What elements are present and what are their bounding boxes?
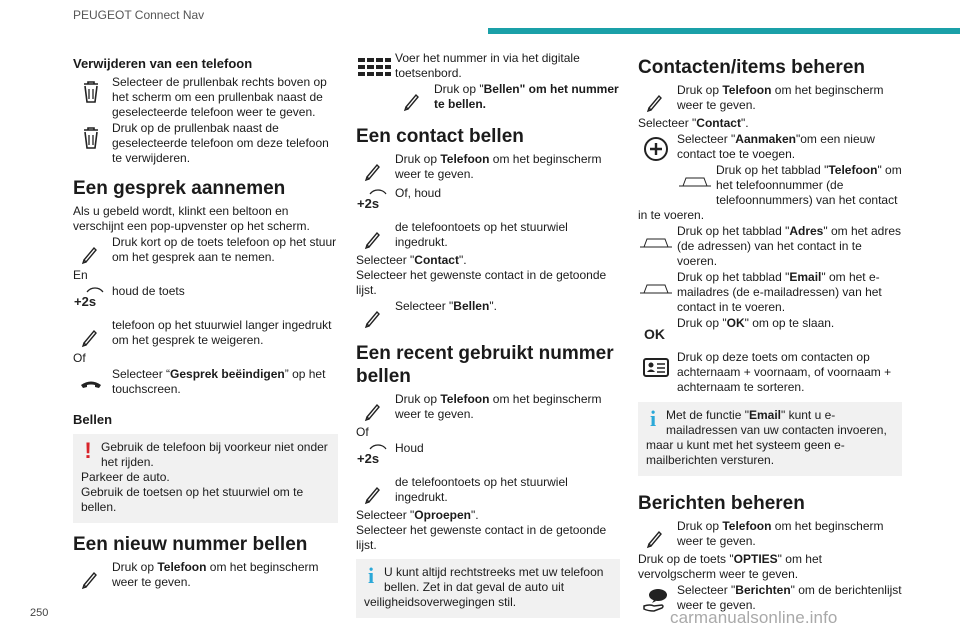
answer-en: En [73, 268, 88, 282]
info-box-email: i Met de functie "Email" kunt u e-mailadressen van uw contacten invoeren, maar u kunt met het systeem geen e-mailberichten versturen. [638, 402, 902, 476]
contact-select-list: Selecteer het gewenste contact in de getoonde lijst. [356, 268, 607, 297]
step-tab-address: Druk op het tabblad "Adres" om het adres (de adressen) van het contact in te voeren. [638, 224, 902, 269]
stylus-tap-icon [356, 153, 392, 185]
step-press-trash: Druk op de prullenbak naast de geselecteerde telefoon om deze telefoon te verwijderen. [73, 121, 338, 166]
step-new-press-phone: Druk op Telefoon om het beginscherm weer te geven. [73, 560, 338, 590]
heading-answer-call: Een gesprek aannemen [73, 178, 286, 199]
warning-icon: ! [84, 438, 92, 463]
column-1 [73, 50, 338, 593]
contact-card-icon [638, 351, 674, 383]
step-contact-hold: +2s Of, houd [356, 186, 620, 201]
step-select-messages: Selecteer "Berichten" om de berichtenlijst weer te geven. [638, 583, 902, 613]
steering-wheel-phone-key-icon [73, 285, 109, 317]
stylus-tap-icon [356, 300, 392, 332]
message-hand-icon [638, 584, 674, 616]
step-sort-contacts: Druk op deze toets om contacten op achternaam + voornaam, of voornaam + achternaam te sorteren. [638, 350, 902, 395]
step-enter-number: Voer het nummer in via het digitale toetsenbord. [356, 51, 620, 81]
step-contact-press-phone: Druk op Telefoon om het beginscherm weer te geven. [356, 152, 620, 182]
step-tab-email: Druk op het tabblad "Email" om het e-mailadres (de e-mailadressen) van het contact in te voeren. [638, 270, 902, 315]
trash-icon [73, 76, 109, 108]
trash-icon [73, 122, 109, 154]
step-contact-key: de telefoontoets op het stuurwiel ingedrukt. [356, 220, 620, 250]
stylus-tap-icon [356, 221, 392, 253]
heading-new-number: Een nieuw nummer bellen [73, 534, 308, 555]
stylus-tap-icon [395, 83, 431, 115]
heading-remove-phone: Verwijderen van een telefoon [73, 56, 253, 71]
heading-calling: Bellen [73, 412, 113, 427]
header-accent-bar [488, 28, 960, 34]
heading-recent-number: Een recent gebruikt nummer bellen [356, 343, 614, 387]
svg-text:OK: OK [644, 326, 665, 342]
steering-wheel-phone-key-icon [356, 187, 392, 219]
heading-call-contact: Een contact bellen [356, 126, 524, 147]
step-recent-press-phone: Druk op Telefoon om het beginscherm weer te geven. [356, 392, 620, 422]
step-end-call: Selecteer “Gesprek beëindigen” op het touchscreen. [73, 367, 338, 397]
ok-icon [638, 317, 674, 349]
stylus-tap-icon [73, 561, 109, 593]
info-box-direct-call: i U kunt altijd rechtstreeks met uw telefoon bellen. Zet in dat geval de auto uit veiligheidsoverwegingen stil. [356, 559, 620, 618]
column-2 [356, 50, 620, 624]
heading-manage-contacts: Contacten/items beheren [638, 57, 865, 78]
svg-text:+2s: +2s [74, 294, 97, 309]
step-contact-call: Selecteer "Bellen". [356, 299, 620, 314]
stylus-tap-icon [73, 236, 109, 268]
contact-select-contact: Selecteer "Contact". [356, 253, 467, 267]
info-icon: i [367, 563, 375, 588]
stylus-tap-icon [638, 84, 674, 116]
info-icon: i [649, 406, 657, 431]
msg-press-options: Druk op de toets "OPTIES" om het vervolgscherm weer te geven. [638, 552, 822, 581]
page-number: 250 [30, 607, 49, 619]
step-press-ok: OK Druk op "OK" om op te slaan. [638, 316, 902, 331]
recent-select-calls: Selecteer "Oproepen". [356, 508, 479, 522]
step-manage-press-phone: Druk op Telefoon om het beginscherm weer te geven. [638, 83, 902, 113]
watermark: carmanualsonline.info [670, 608, 838, 627]
stylus-tap-icon [356, 476, 392, 508]
steering-wheel-phone-key-icon [356, 442, 392, 474]
keypad-icon [356, 52, 392, 84]
step-reject-call: telefoon op het stuurwiel langer ingedrukt om het gesprek te weigeren. [73, 318, 338, 348]
svg-text:+2s: +2s [357, 196, 380, 211]
step-press-call: Druk op "Bellen" om het nummer te bellen. [356, 82, 620, 112]
step-recent-hold: +2s Houd [356, 441, 620, 456]
stylus-tap-icon [638, 520, 674, 552]
step-hold-key: +2s houd de toets [73, 284, 338, 299]
heading-manage-messages: Berichten beheren [638, 493, 805, 514]
tab-icon [638, 271, 674, 303]
answer-intro: Als u gebeld wordt, klinkt een beltoon en verschijnt een pop-upvenster op het scherm. [73, 204, 310, 233]
step-create-contact: Selecteer "Aanmaken"om een nieuw contact toe te voegen. [638, 132, 902, 162]
stylus-tap-icon [356, 393, 392, 425]
warning-box: ! Gebruik de telefoon bij voorkeur niet onder het rijden. Parkeer de auto. Gebruik de toetsen op het stuurwiel om te bellen. [73, 434, 338, 523]
recent-select-list: Selecteer het gewenste contact in de getoonde lijst. [356, 523, 607, 552]
hang-up-icon [73, 368, 109, 400]
column-3 [638, 50, 902, 616]
tab-icon [638, 225, 674, 257]
running-header: PEUGEOT Connect Nav [73, 8, 205, 22]
stylus-tap-icon [73, 319, 109, 351]
step-select-trash: Selecteer de prullenbak rechts boven op het scherm om een prullenbak naast de geselecteerde telefoon weer te geven. [73, 75, 338, 120]
manage-select-contact: Selecteer "Contact". [638, 116, 749, 130]
step-answer-short-press: Druk kort op de toets telefoon op het stuur om het gesprek aan te nemen. [73, 235, 338, 265]
answer-of: Of [73, 351, 86, 365]
step-recent-key: de telefoontoets op het stuurwiel ingedrukt. [356, 475, 620, 505]
step-msg-press-phone: Druk op Telefoon om het beginscherm weer te geven. [638, 519, 902, 549]
recent-of: Of [356, 425, 369, 439]
add-circle-icon [638, 133, 674, 165]
step-tab-phone: Druk op het tabblad "Telefoon" om het telefoonnummer (de telefoonnummers) van het contact in te voeren. [638, 163, 902, 222]
tab-icon [677, 164, 713, 196]
svg-text:+2s: +2s [357, 451, 380, 466]
